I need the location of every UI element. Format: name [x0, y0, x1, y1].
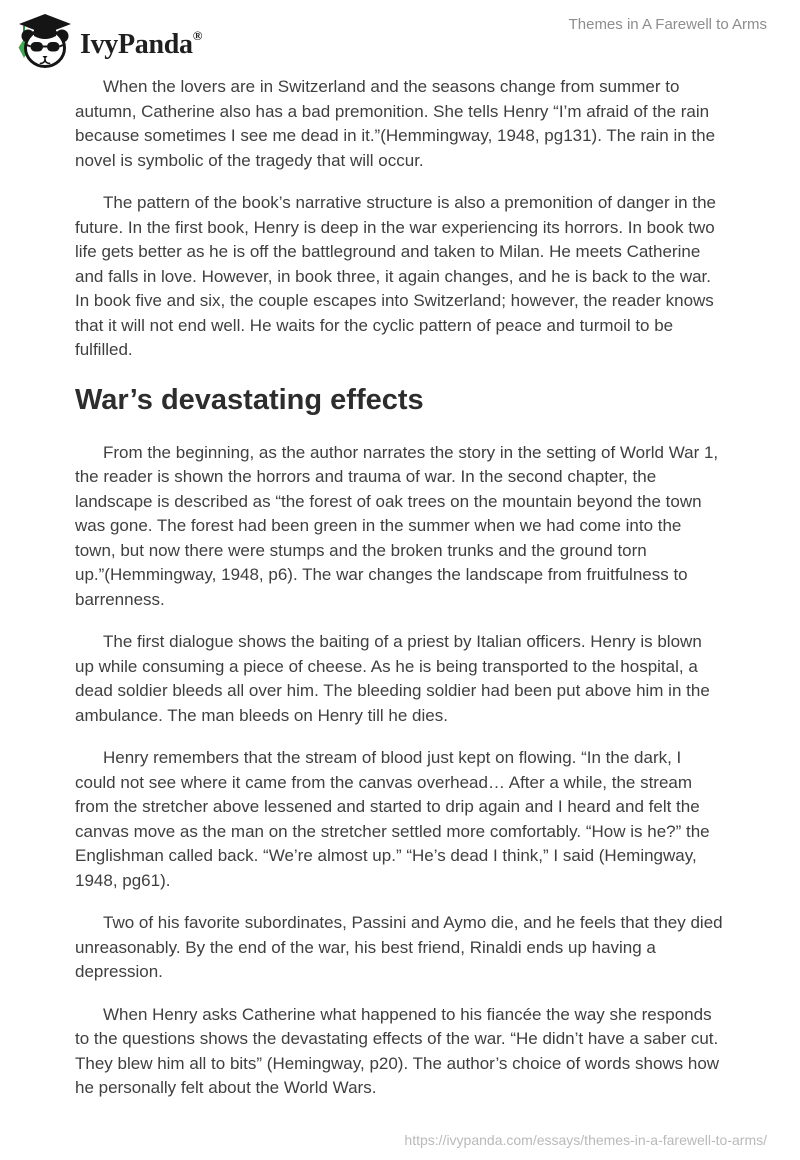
essay-paragraph: From the beginning, as the author narrates the story in the setting of World War 1, the reader is shown the horrors and trauma of war. In the second chapter, the landscape is described as “the forest of oak trees on the mountain beyond the town was gone. The forest had been green in the summer when we had come into the town, but now there were stumps and the broken trunks and the ground torn up.”(Hemmingway, 1948, p6). The war changes the landscape from fruitfulness to barrenness.	[75, 442, 719, 609]
essay-paragraph: The pattern of the book’s narrative structure is also a premonition of danger in the future. In the first book, Henry is deep in the war experiencing its horrors. In book two life gets better as he is off the battleground and taken to Milan. He meets Catherine and falls in love. However, in book three, it again changes, and he is back to the war. In book five and six, the couple escapes into Switzerland; however, the reader knows that it will not end well. He waits for the cyclic pattern of peace and turmoil to be fulfilled.	[75, 193, 716, 359]
logo-wordmark: IvyPanda®	[80, 28, 203, 60]
panda-graduate-icon	[14, 13, 74, 69]
registered-trademark-symbol: ®	[192, 28, 203, 43]
essay-paragraph: Henry remembers that the stream of blood just kept on flowing. “In the dark, I could not see where it came from the canvas overhead… After a while, the stream from the stretcher above lessened and started to drip again and I heard and felt the canvas move as the man on the stretcher settled more comfortably. “How is he?” the Englishman called back. “We’re almost up.” “He’s dead I think,” I said (Hemingway, 1948, pg61).	[75, 748, 710, 890]
essay-paragraph: The first dialogue shows the baiting of a priest by Italian officers. Henry is blown up while consuming a piece of cheese. As he is being transported to the hospital, a dead soldier bleeds all over him. The bleeding soldier had been put above him in the ambulance. The man bleeds on Henry till he dies.	[75, 632, 710, 725]
essay-paragraph: Two of his favorite subordinates, Passini and Aymo die, and he feels that they died unreasonably. By the end of the war, his best friend, Rinaldi ends up having a depression.	[75, 913, 723, 981]
essay-paragraph: When the lovers are in Switzerland and the seasons change from summer to autumn, Catherine also has a bad premonition. She tells Henry “I’m afraid of the rain because sometimes I see me dead in it.”(Hemmingway, 1948, pg131). The rain in the novel is symbolic of the tragedy that will occur.	[75, 77, 716, 170]
essay-paragraph: When Henry asks Catherine what happened to his fiancée the way she responds to the questions shows the devastating effects of the war. “He didn’t have a saber cut. They blew him all to bits” (Hemingway, p20). The author’s choice of words shows how he personally felt about the World Wars.	[75, 1004, 720, 1097]
document-header-title: Themes in A Farewell to Arms	[568, 16, 767, 33]
section-heading: War’s devastating effects	[75, 383, 424, 416]
essay-content	[0, 64, 800, 1101]
page-header	[0, 0, 800, 64]
ivypanda-logo[interactable]	[14, 8, 202, 73]
source-url[interactable]: https://ivypanda.com/essays/themes-in-a-farewell-to-arms/	[404, 1132, 767, 1148]
